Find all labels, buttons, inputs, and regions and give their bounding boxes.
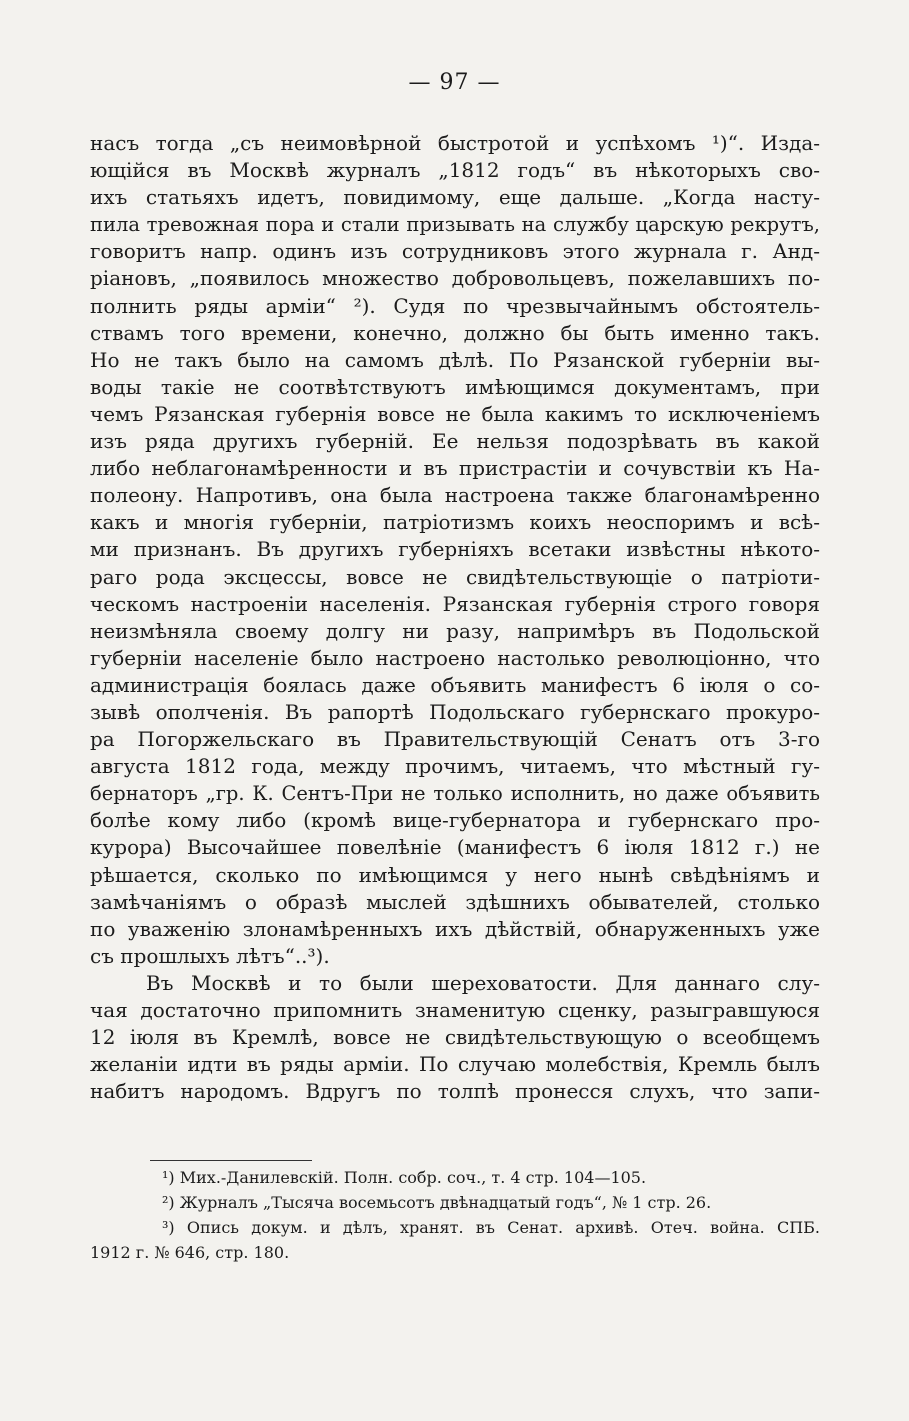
footnote-1: ¹) Мих.-Данилевскій. Полн. собр. соч., т. 4 стр. 104—105.: [162, 1168, 647, 1187]
text-line: чая достаточно припомнить знаменитую сценку, разыгравшуюся: [90, 998, 820, 1022]
text-line: рѣшается, сколько по имѣющимся у него нынѣ свѣдѣніямъ и: [90, 862, 820, 887]
text-line: 12 іюля въ Кремлѣ, вовсе не свидѣтельствующую о всеобщемъ: [90, 1025, 820, 1050]
text-line: неизмѣняла своему долгу ни разу, напримѣръ въ Подольской: [90, 618, 820, 643]
text-line: курора) Высочайшее повелѣніе (манифестъ 6 іюля 1812 г.) не: [90, 835, 820, 860]
footnote-divider: [150, 1160, 312, 1161]
text-line: ющійся въ Москвѣ журналъ „1812 годъ“ въ нѣкоторыхъ сво-: [90, 158, 820, 183]
text-line: желаніи идти въ ряды арміи. По случаю молебствія, Кремль былъ: [90, 1052, 820, 1077]
text-line: зывѣ ополченія. Въ рапортѣ Подольскаго губернскаго прокуро-: [90, 699, 820, 724]
text-line: пила тревожная пора и стали призывать на службу царскую рекрутъ,: [90, 213, 820, 237]
text-line: какъ и многія губерніи, патріотизмъ коихъ неоспоримъ и всѣ-: [90, 510, 820, 535]
text-line: губерніи населеніе было настроено настолько революціонно, что: [90, 645, 820, 670]
footnotes: [90, 1165, 820, 1265]
text-line: изъ ряда другихъ губерній. Ее нельзя подозрѣвать въ какой: [90, 429, 820, 454]
text-line: полнить ряды арміи“ ²). Судя по чрезвычайнымъ обстоятель-: [90, 293, 820, 318]
text-line: раго рода эксцессы, вовсе не свидѣтельствующіе о патріоти-: [90, 564, 820, 589]
text-line: по уваженію злонамѣренныхъ ихъ дѣйствій, обнаруженныхъ уже: [90, 916, 820, 941]
text-line: болѣе кому либо (кромѣ вице-губернатора и губернскаго про-: [90, 808, 820, 833]
text-line: либо неблагонамѣренности и въ пристрастіи и сочувствіи къ На-: [90, 456, 820, 481]
text-line: ческомъ настроеніи населенія. Рязанская губернія строго говоря: [90, 591, 820, 616]
page-number: — 97 —: [408, 70, 501, 95]
footnote-2: ²) Журналъ „Тысяча восемьсотъ двѣнадцатый годъ“, № 1 стр. 26.: [162, 1193, 712, 1212]
footnote-3: ³) Опись докум. и дѣлъ, хранят. въ Сенат. архивѣ. Отеч. война. СПБ.: [162, 1218, 820, 1237]
text-line: съ прошлыхъ лѣтъ“..³).: [90, 943, 330, 968]
text-line: воды такіе не соотвѣтствуютъ имѣющимся документамъ, при: [90, 374, 820, 399]
text-line: полеону. Напротивъ, она была настроена также благонамѣренно: [90, 483, 820, 508]
text-line: ріановъ, „появилось множество добровольцевъ, пожелавшихъ по-: [90, 266, 820, 291]
text-line: ихъ статьяхъ идетъ, повидимому, еще дальше. „Когда насту-: [90, 185, 820, 210]
paragraph-start-line: Въ Москвѣ и то были шереховатости. Для даннаго слу-: [146, 970, 820, 995]
footnote-3-continuation: 1912 г. № 646, стр. 180.: [90, 1243, 290, 1262]
text-line: замѣчаніямъ о образѣ мыслей здѣшнихъ обывателей, столько: [90, 889, 820, 914]
text-line: набитъ народомъ. Вдругъ по толпѣ пронесся слухъ, что запи-: [90, 1079, 820, 1104]
text-line: администрація боялась даже объявить манифестъ 6 іюля о со-: [90, 672, 820, 697]
text-line: августа 1812 года, между прочимъ, читаемъ, что мѣстный гу-: [90, 754, 820, 779]
text-line: бернаторъ „гр. К. Сентъ-При не только исполнить, но даже объявить: [90, 782, 820, 806]
text-line: ра Погоржельскаго въ Правительствующій Сенатъ отъ 3-го: [90, 727, 820, 752]
text-line: насъ тогда „съ неимовѣрной быстротой и успѣхомъ ¹)“. Изда-: [90, 131, 820, 155]
text-line: Но не такъ было на самомъ дѣлѣ. По Рязанской губерніи вы-: [90, 347, 820, 372]
text-line: чемъ Рязанская губернія вовсе не была какимъ то исключеніемъ: [90, 401, 820, 426]
text-line: говоритъ напр. одинъ изъ сотрудниковъ этого журнала г. Анд-: [90, 239, 820, 264]
text-line: ми признанъ. Въ другихъ губерніяхъ всетаки извѣстны нѣкото-: [90, 537, 820, 562]
main-text: [90, 130, 820, 1105]
text-line: ствамъ того времени, конечно, должно бы быть именно такъ.: [90, 320, 820, 345]
